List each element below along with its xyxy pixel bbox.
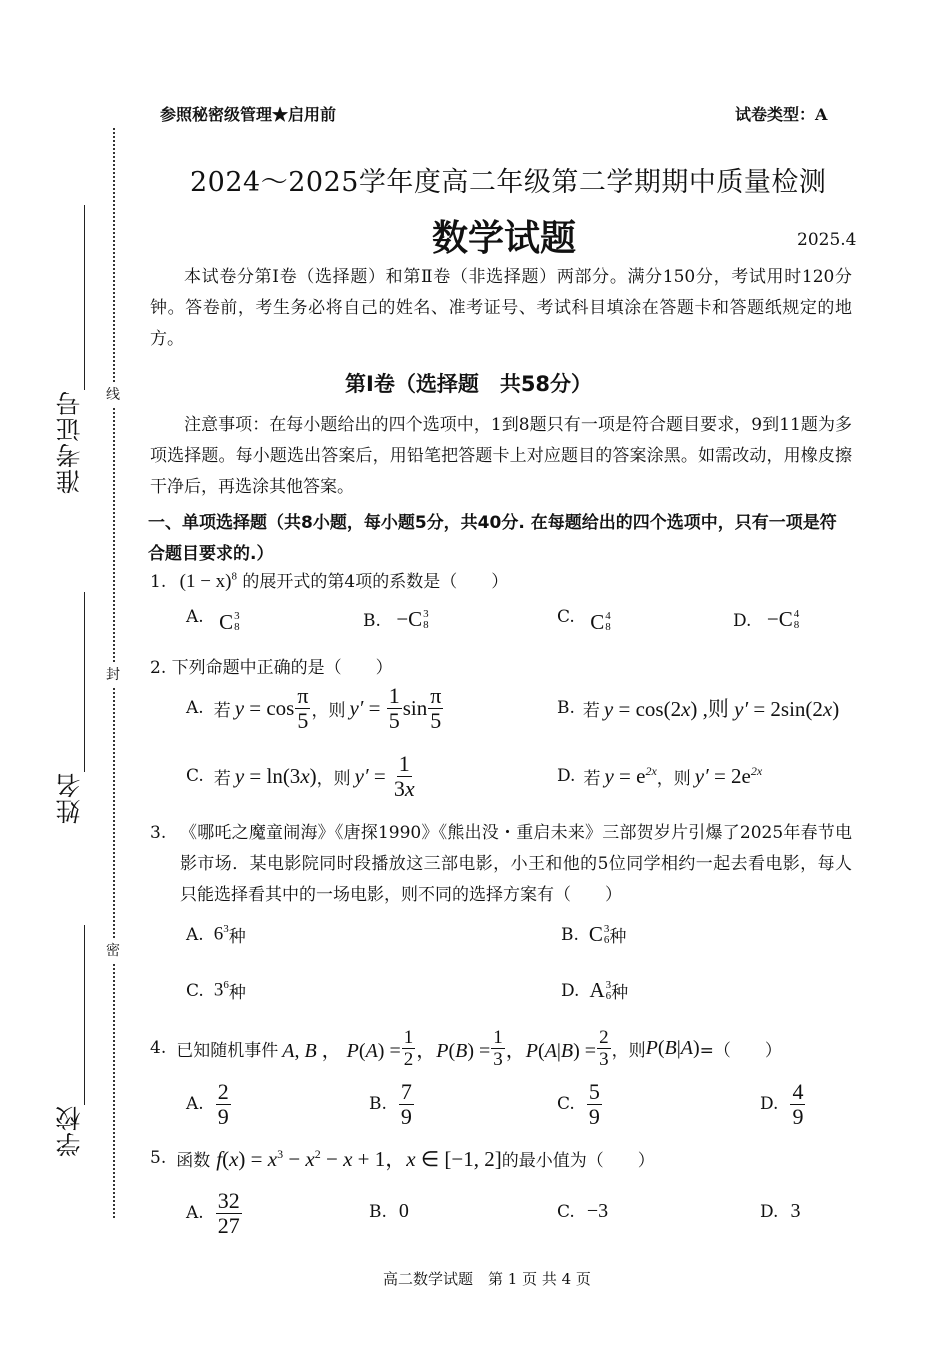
q5-option-a[interactable] [186,1188,243,1238]
q4-a-label: A. [186,1094,204,1114]
q4-d-label: D. [760,1094,779,1114]
page-footer: 高二数学试题 第 1 页 共 4 页 [383,1270,591,1288]
q4-c-frac [587,1078,602,1129]
seal-char-line: 线 [106,382,120,406]
q5-number: 5. [150,1148,167,1168]
q3-option-d[interactable] [561,978,628,1003]
q4-c-num: 5 [588,1078,600,1104]
q3-d-label: D. [561,980,580,1001]
q2-a-label: A. [186,698,204,718]
q5-d-value: 3 [790,1200,801,1222]
q3-number: 3. [150,823,167,843]
intro-paragraph: 本试卷分第Ⅰ卷（选择题）和第Ⅱ卷（非选择题）两部分。满分150分，考试用时120分钟。答卷前，考生务必将自己的姓名、准考证号、考试科目填涂在答题卡和答题纸规定的地方。 [150,267,852,349]
q1-number: 1. [150,572,167,592]
question-2 [150,653,393,678]
q3-a-label: A. [186,924,204,945]
q3-text: 《哪吒之魔童闹海》《唐探1990》《熊出没・重启未来》三部贺岁片引爆了2025年春节电影市场．某电影院同时段播放这三部电影，小王和他的5位同学相约一起去看电影，每人只能选择看其中的一场电影，则不同的选择方案有（ ） [180,823,852,905]
q3-c-expr: $3^6$ [213,979,229,1001]
q1-b-sub: 8 [423,618,429,631]
q2-text: 下列命题中正确的是（ ） [171,658,393,678]
q2-d-label: D. [557,766,576,786]
q1-d-sign: − [766,607,779,631]
q2-c-deriv: y′ [354,763,369,788]
name-label: 姓名 [55,772,84,824]
q2-option-a[interactable] [186,683,444,733]
q2-a-ruo: 若 [213,700,231,721]
q1-base [180,571,237,592]
section1-heading [148,508,853,570]
q2-b-label: B. [557,698,575,718]
q5-b-label: B. [369,1201,387,1222]
q1-d-sub: 8 [793,618,800,631]
q4-b-frac [399,1078,414,1129]
q4-d-num: 4 [792,1078,804,1104]
q2-a-comma: ， [311,700,329,721]
q3-a-unit: 种 [228,927,246,947]
q1-b-sign: − [396,607,409,631]
q1-c-sub: 8 [605,621,611,633]
q4-text1: 已知随机事件 [176,1040,279,1061]
q3-b-expr: C 3 6 [588,922,610,946]
q2-d-deriv: $y' = 2e^{2x}$ [694,763,763,788]
q4-pa-frac: $\frac{1}{2}$ [403,1026,414,1070]
q4-option-b[interactable] [369,1080,415,1128]
q3-b-unit: 种 [609,927,627,947]
q4-b-label: B. [369,1094,387,1114]
q2-option-d[interactable] [557,750,762,802]
subject-title: 数学试题 [432,218,577,259]
q1-base-text: (1 − x) [179,571,232,592]
q4-option-d[interactable] [760,1080,806,1128]
q2-c-ruo: 若 [213,768,231,789]
q1-d-sup: 4 [793,607,800,620]
q4-a-frac [216,1078,231,1129]
q4-c-den: 9 [588,1103,600,1129]
q4-d-den: 9 [792,1103,804,1129]
q4-option-a[interactable] [186,1080,232,1128]
notice-paragraph: 注意事项：在每小题给出的四个选项中，1到8题只有一项是符合题目要求，9到11题为多项选择题。每小题选出答案后，用铅笔把答题卡上对应题目的答案涂黑。如需改动，用橡皮擦干净后，再选涂其他答案。 [150,415,852,497]
q1-d-expr: − C 4 8 [766,607,800,631]
q4-pab-frac: $\frac{2}{3}$ [599,1026,609,1070]
q2-b-ruo: 若 [582,700,600,721]
q5-text1: 函数 [176,1150,211,1171]
section1-text: 一、单项选择题（共8小题，每小题5分，共40分. 在每题给出的四个选项中，只有一项是符合题目要求的.） [148,513,837,564]
q1-text: 的展开式的第4项的系数是（ ） [242,572,509,592]
q2-d-comma: ， [656,768,674,789]
q2-c-frac: $\frac{1}{3x}$ [393,750,415,801]
seal-char-secret: 密 [106,938,120,962]
q4-text2: ，则 [611,1040,646,1061]
q1-a-expr: C 3 8 [219,609,240,634]
q1-b-sup: 3 [423,607,429,620]
q2-d-expr: $y = e^{2x}$ [604,763,657,788]
q2-a-ze: 则 [328,700,346,721]
exam-no-underline [84,205,85,390]
q5-option-b[interactable] [369,1200,409,1223]
q3-c-label: C. [186,980,204,1001]
q1-option-b[interactable] [363,607,429,632]
exam-title: 2024～2025学年度高二年级第二学期期中质量检测 [190,167,827,198]
q3-a-expr: $6^3$ [213,923,229,945]
q4-d-frac [790,1078,805,1129]
q1-c-sup: 4 [605,610,611,622]
q5-c-label: C. [557,1201,575,1222]
q4-b-den: 9 [400,1103,412,1129]
q3-option-b[interactable] [561,922,626,947]
q1-option-c[interactable] [557,607,611,635]
q2-c-ze: 则 [333,768,351,789]
q5-a-num: 32 [217,1187,240,1213]
q1-c-label: C. [557,607,575,627]
q3-option-c[interactable] [186,978,246,1003]
name-underline [84,592,85,772]
q5-a-den: 27 [217,1212,240,1238]
q5-text2: 的最小值为（ ） [501,1150,655,1171]
q5-d-label: D. [760,1201,779,1222]
q2-c-expr: y = ln(3x) [234,763,317,788]
q2-b-expr: y = cos(2x) ,则 y′ = 2sin(2x) [603,697,840,721]
q1-b-label: B. [363,611,381,631]
q2-c-comma: ， [316,768,334,789]
q5-a-label: A. [186,1203,204,1223]
q5-function: $f(x) = x^3 - x^2 - x + 1$，x ∈ [−1, 2] [216,1147,502,1171]
q2-a-deriv: y′ [349,695,364,720]
q4-events: A, B ， P(A) = [282,1039,401,1062]
q4-pb-frac: $\frac{1}{3}$ [493,1026,503,1070]
q4-option-c[interactable] [557,1080,603,1128]
q4-c-label: C. [557,1094,575,1114]
q2-c-eq: = [368,763,391,788]
q3-c-unit: 种 [228,983,246,1003]
exam-no-label: 准考证号 [55,390,84,494]
question-3 [150,818,852,911]
q5-option-c[interactable] [557,1200,608,1223]
q4-pb: ，P(B) = [416,1039,491,1062]
part1-title: 第Ⅰ卷（选择题 共58分） [345,372,593,396]
q5-b-value: 0 [398,1200,409,1222]
q1-option-a[interactable] [186,607,240,635]
school-label: 学校 [55,1105,84,1157]
q1-a-label: A. [186,607,204,627]
q2-number: 2. [150,658,167,678]
q2-option-b[interactable] [557,683,839,733]
q1-d-label: D. [733,611,752,631]
confidentiality-note: 参照秘密级管理★启用前 [160,105,337,124]
q1-a-sup: 3 [234,610,240,622]
q3-d-unit: 种 [611,983,629,1003]
q4-a-num: 2 [217,1078,229,1104]
q1-option-d[interactable] [733,607,799,632]
school-underline [84,925,85,1105]
q4-number: 4. [150,1038,167,1058]
q1-exponent: 8 [231,570,238,583]
q4-a-den: 9 [217,1103,229,1129]
q2-a-eq1: = cos [244,695,295,720]
q4-pba: P(B|A) [645,1036,700,1059]
question-1 [150,567,508,593]
q2-a-frac1: $\frac{\pi}{5}$ [297,682,309,733]
q1-c-expr: C 4 8 [590,609,611,634]
question-4 [150,1024,782,1072]
q2-a-lhs: y [234,695,245,720]
q4-pab: ，P(A|B) = [505,1039,597,1062]
q1-b-expr: − C 3 8 [396,607,429,631]
q3-d-expr: A 3 6 [589,978,612,1002]
q2-c-label: C. [186,766,204,786]
q2-a-sin: sin [402,695,428,720]
q2-d-ruo: 若 [583,768,601,789]
q4-b-num: 7 [400,1078,412,1104]
q2-a-eq2: = [363,695,386,720]
seal-char-seal: 封 [106,662,120,686]
q2-a-frac3: $\frac{\pi}{5}$ [430,682,442,733]
paper-type: 试卷类型：A [735,105,828,124]
question-5 [150,1143,655,1173]
q2-option-c[interactable] [186,750,418,802]
q3-b-label: B. [561,924,579,945]
exam-date: 2025.4 [797,230,857,250]
q5-option-d[interactable] [760,1200,800,1223]
q3-option-a[interactable] [186,922,246,947]
q1-a-sub: 8 [234,621,240,633]
q5-c-value: −3 [586,1200,609,1222]
q2-a-frac2: $\frac{1}{5}$ [388,682,400,733]
q5-a-frac [216,1187,242,1238]
q4-paren: =（ ） [699,1040,782,1061]
q2-d-ze: 则 [673,768,691,789]
